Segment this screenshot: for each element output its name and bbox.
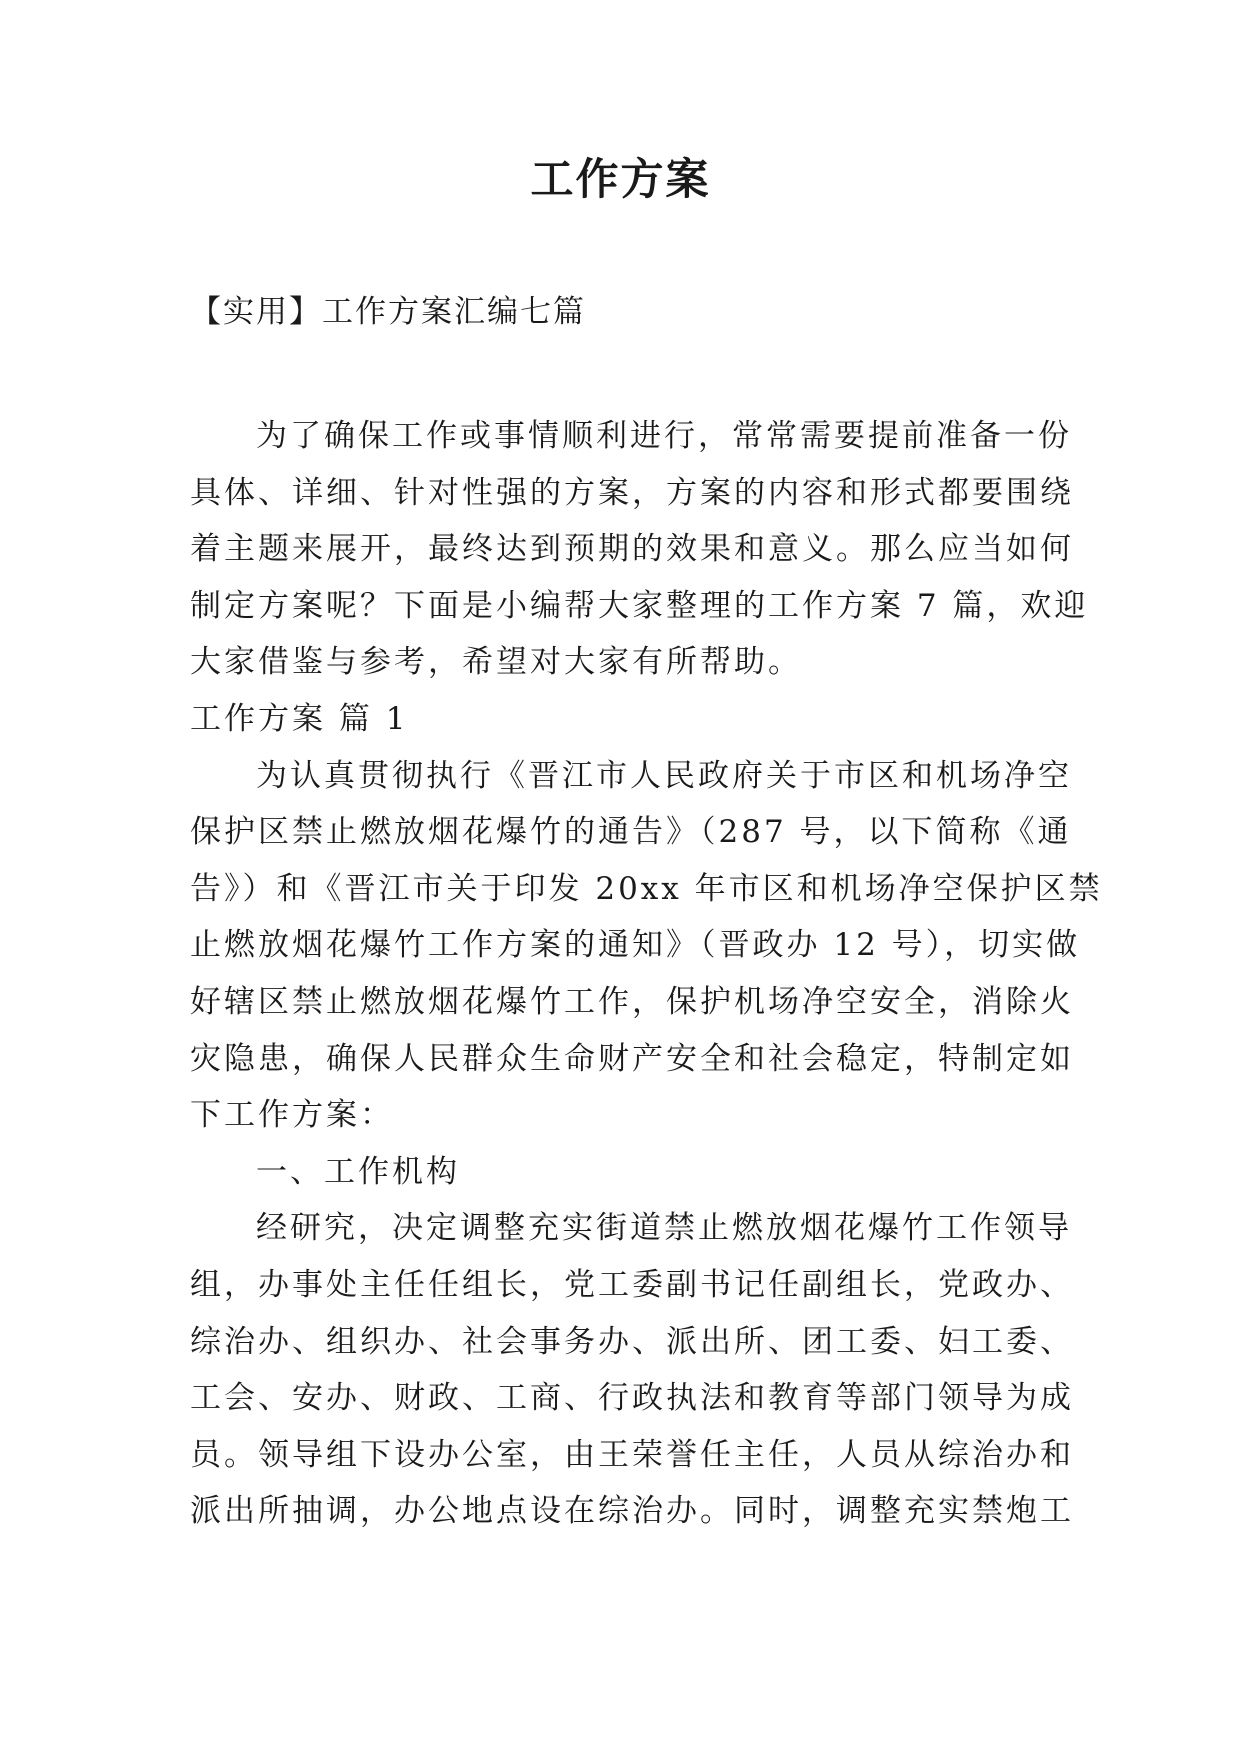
body-line: 经研究，决定调整充实街道禁止燃放烟花爆竹工作领导 <box>256 1210 1072 1247</box>
document-body <box>190 408 1103 1540</box>
body-line: 工会、安办、财政、工商、行政执法和教育等部门领导为成 <box>190 1380 1074 1417</box>
body-line: 组，办事处主任任组长，党工委副书记任副组长，党政办、 <box>190 1266 1074 1303</box>
body-line: 告》）和《晋江市关于印发 20xx 年市区和机场净空保护区禁 <box>190 870 1103 907</box>
body-line: 员。领导组下设办公室，由王荣誉任主任，人员从综治办和 <box>190 1436 1074 1473</box>
body-line: 为认真贯彻执行《晋江市人民政府关于市区和机场净空 <box>256 757 1072 794</box>
body-line: 工作方案 篇 1 <box>190 700 409 737</box>
body-line: 止燃放烟花爆竹工作方案的通知》（晋政办 12 号），切实做 <box>190 927 1081 964</box>
body-line: 着主题来展开，最终达到预期的效果和意义。那么应当如何 <box>190 531 1074 568</box>
body-line: 大家借鉴与参考，希望对大家有所帮助。 <box>190 644 802 681</box>
body-line: 灾隐患，确保人民群众生命财产安全和社会稳定，特制定如 <box>190 1040 1074 1077</box>
body-line: 一、工作机构 <box>256 1153 460 1190</box>
document-subtitle: 【实用】工作方案汇编七篇 <box>190 294 586 330</box>
body-line: 好辖区禁止燃放烟花爆竹工作，保护机场净空安全，消除火 <box>190 983 1074 1020</box>
body-line: 制定方案呢？下面是小编帮大家整理的工作方案 7 篇，欢迎 <box>190 587 1089 624</box>
body-line: 下工作方案： <box>190 1097 394 1134</box>
body-line: 综治办、组织办、社会事务办、派出所、团工委、妇工委、 <box>190 1323 1074 1360</box>
body-line: 为了确保工作或事情顺利进行，常常需要提前准备一份 <box>256 418 1072 454</box>
body-line: 派出所抽调，办公地点设在综治办。同时，调整充实禁炮工 <box>190 1493 1074 1530</box>
body-line: 保护区禁止燃放烟花爆竹的通告》（287 号，以下简称《通 <box>190 814 1072 851</box>
body-line: 具体、详细、针对性强的方案，方案的内容和形式都要围绕 <box>190 474 1074 511</box>
document-title: 工作方案 <box>530 155 711 205</box>
